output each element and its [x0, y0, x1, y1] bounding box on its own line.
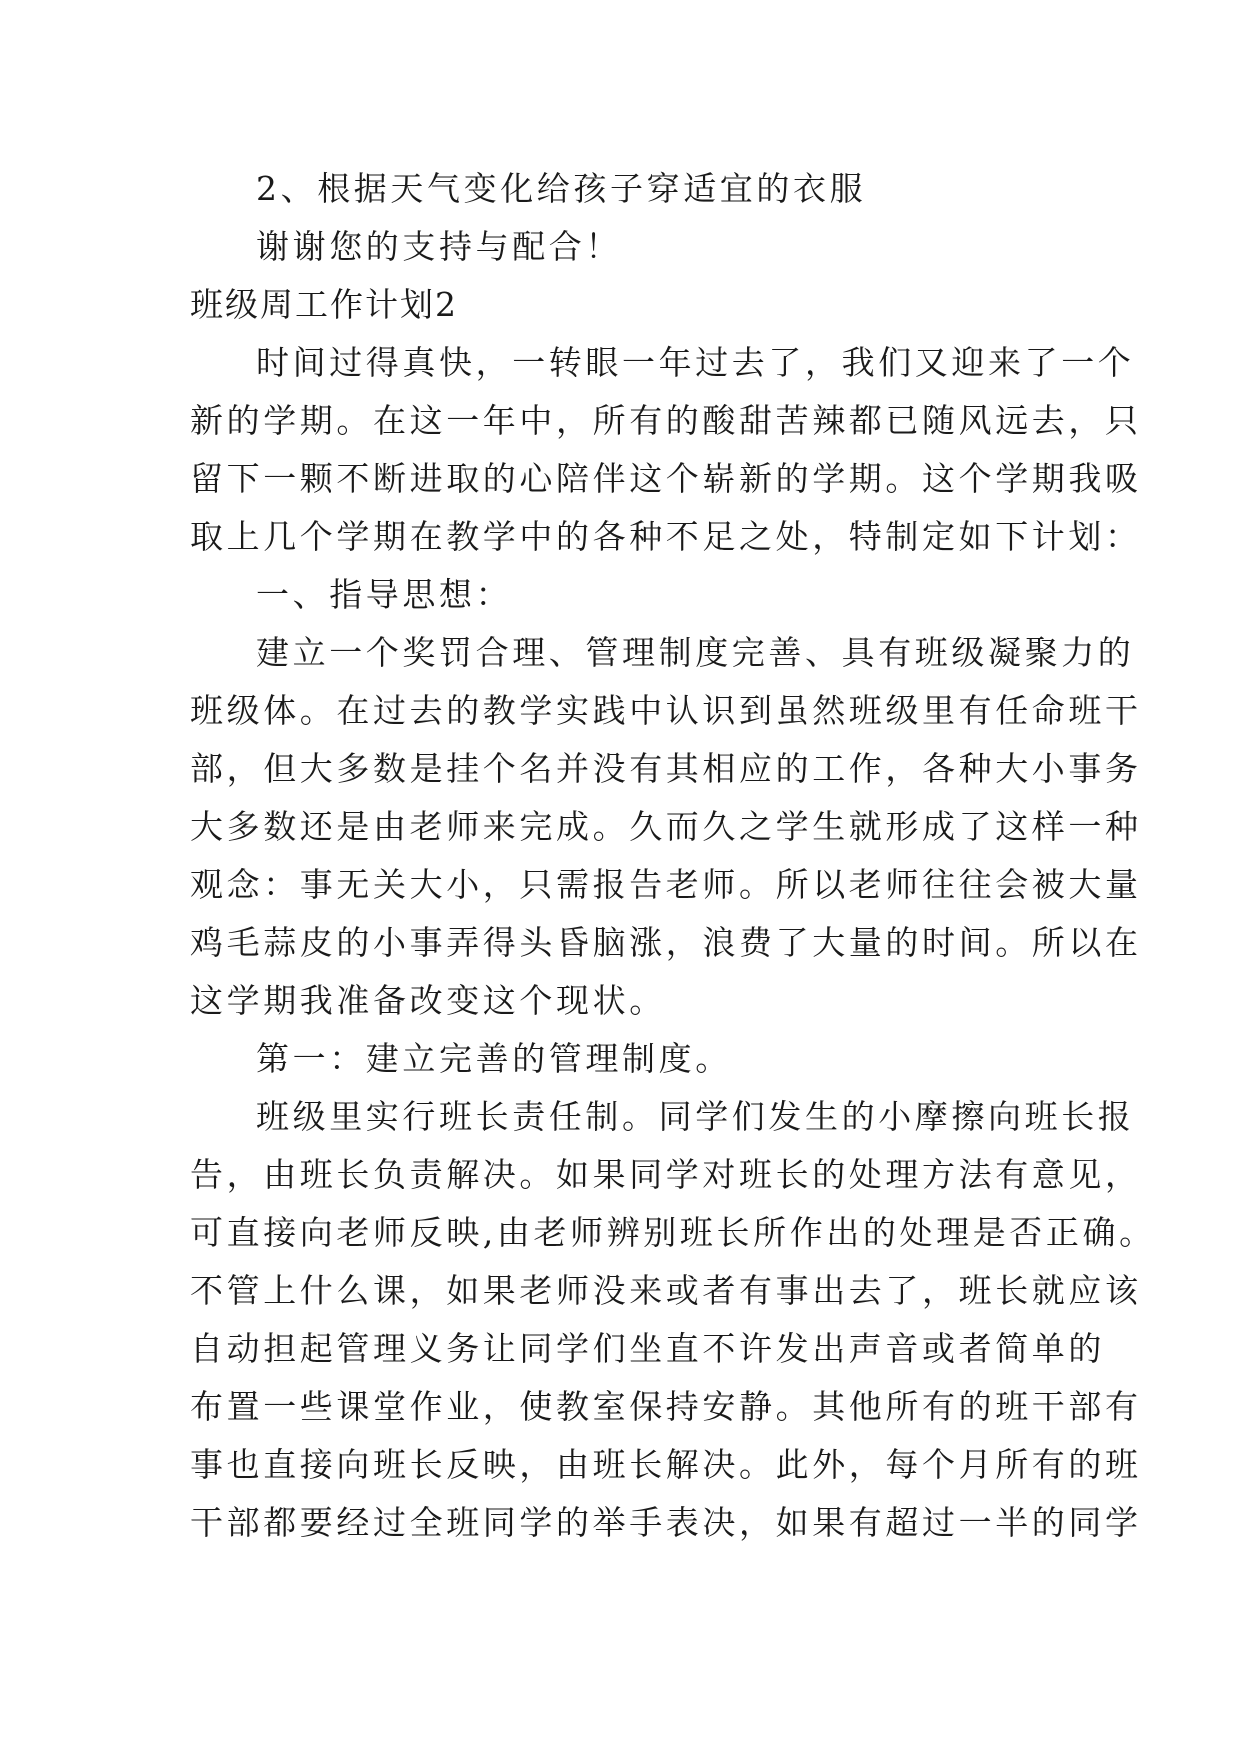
text-line: 谢谢您的支持与配合！ [256, 227, 622, 266]
text-line: 新的学期。在这一年中，所有的酸甜苦辣都已随风远去，只 [190, 401, 1142, 440]
text-line: 不管上什么课，如果老师没来或者有事出去了，班长就应该 [190, 1271, 1142, 1310]
text-line: 班级体。在过去的教学实践中认识到虽然班级里有任命班干 [190, 691, 1142, 730]
text-line: 这学期我准备改变这个现状。 [190, 981, 666, 1020]
subheading: 第一：建立完善的管理制度。 [256, 1039, 732, 1078]
section-heading: 班级周工作计划2 [190, 285, 458, 324]
text-line: 部，但大多数是挂个名并没有其相应的工作，各种大小事务 [190, 749, 1142, 788]
subheading: 一、指导思想： [256, 575, 513, 614]
text-line: 布置一些课堂作业，使教室保持安静。其他所有的班干部有 [190, 1387, 1142, 1426]
text-line: 留下一颗不断进取的心陪伴这个崭新的学期。这个学期我吸 [190, 459, 1142, 498]
document-page [190, 160, 1156, 1552]
text-line: 干部都要经过全班同学的举手表决，如果有超过一半的同学 [190, 1503, 1142, 1542]
text-line: 观念：事无关大小，只需报告老师。所以老师往往会被大量 [190, 865, 1142, 904]
text-line: 事也直接向班长反映，由班长解决。此外，每个月所有的班 [190, 1445, 1142, 1484]
text-line: 2、根据天气变化给孩子穿适宜的衣服 [256, 169, 867, 208]
text-line: 班级里实行班长责任制。同学们发生的小摩擦向班长报 [256, 1097, 1135, 1136]
text-line: 鸡毛蒜皮的小事弄得头昏脑涨，浪费了大量的时间。所以在 [190, 923, 1142, 962]
text-line: 建立一个奖罚合理、管理制度完善、具有班级凝聚力的 [256, 633, 1135, 672]
text-line: 告，由班长负责解决。如果同学对班长的处理方法有意见， [190, 1155, 1142, 1194]
text-line: 时间过得真快，一转眼一年过去了，我们又迎来了一个 [256, 343, 1135, 382]
text-line: 取上几个学期在教学中的各种不足之处，特制定如下计划： [190, 517, 1142, 556]
text-line: 可直接向老师反映,由老师辨别班长所作出的处理是否正确。 [190, 1213, 1156, 1252]
text-line: 自动担起管理义务让同学们坐直不许发出声音或者简单的 [190, 1329, 1105, 1368]
text-line: 大多数还是由老师来完成。久而久之学生就形成了这样一种 [190, 807, 1142, 846]
